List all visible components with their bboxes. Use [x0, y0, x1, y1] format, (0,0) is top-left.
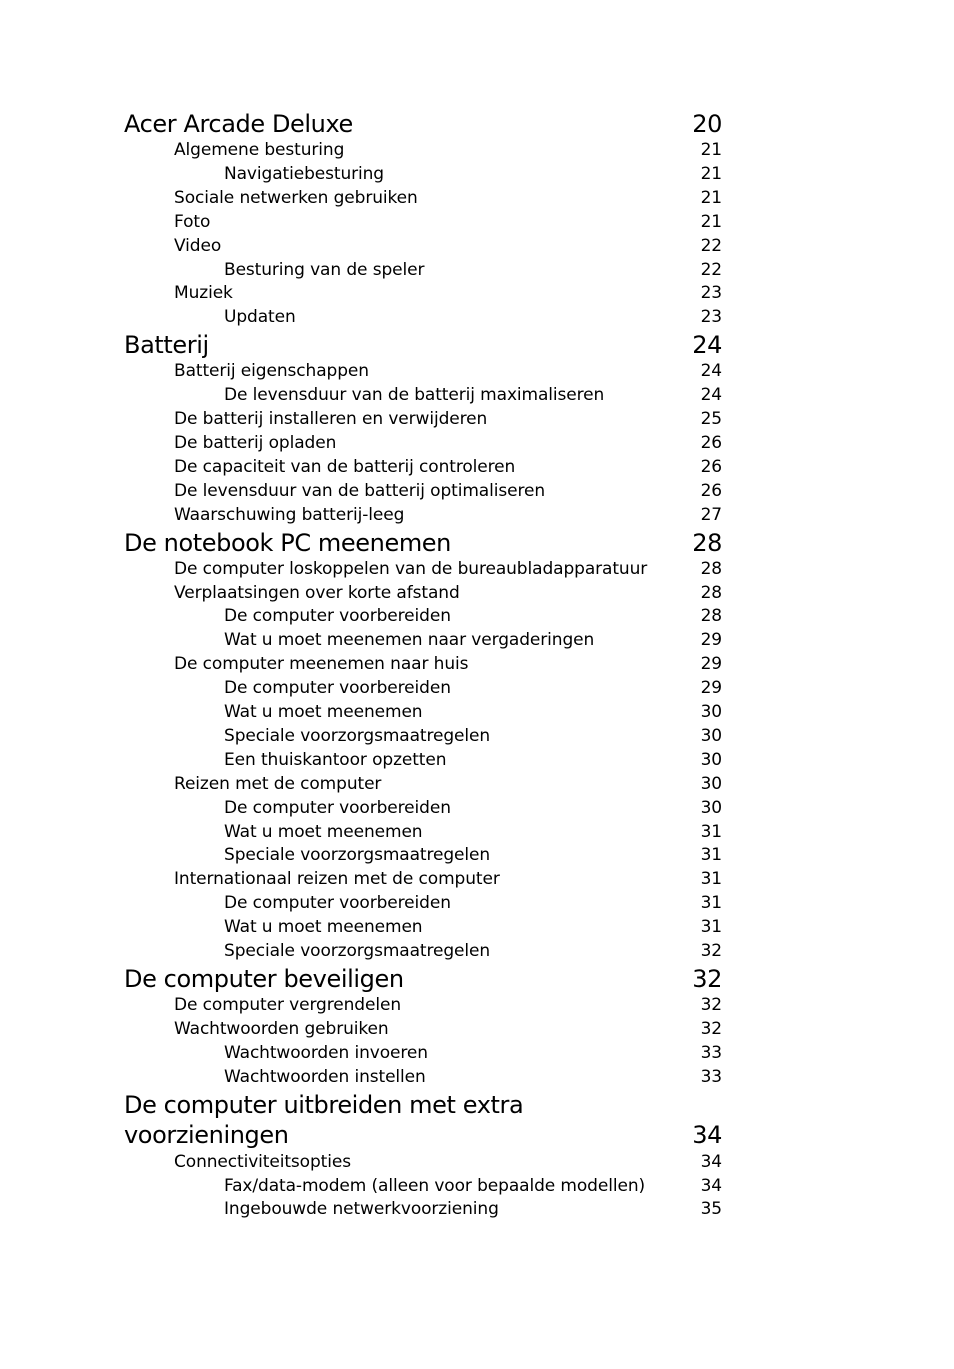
toc-entry-level-3[interactable]: [124, 384, 722, 408]
table-of-contents: [124, 109, 722, 1222]
toc-entry-level-1[interactable]: [124, 964, 722, 994]
toc-entry-title: Algemene besturing: [174, 140, 345, 160]
toc-entry-level-2[interactable]: [124, 582, 722, 606]
toc-entry-level-2[interactable]: [124, 504, 722, 528]
toc-entry-title: Waarschuwing batterij-leeg: [174, 504, 405, 525]
toc-entry-title: Navigatiebesturing: [224, 163, 384, 184]
toc-entry-title: Muziek: [174, 283, 233, 304]
toc-entry-level-1[interactable]: [124, 528, 722, 558]
toc-entry-title: De levensduur van de batterij optimaliseren: [174, 480, 546, 501]
toc-entry-level-3[interactable]: [124, 1042, 722, 1066]
toc-entry-title: De computer loskoppelen van de bureaubladapparatuur: [174, 558, 648, 579]
toc-entry-level-3[interactable]: [124, 1066, 722, 1090]
toc-entry-level-1[interactable]: [124, 1090, 722, 1151]
toc-entry-page: 22: [700, 235, 722, 256]
toc-entry-level-2[interactable]: [124, 408, 722, 432]
toc-entry-page: 32: [700, 941, 722, 962]
toc-entry-title: Connectiviteitsopties: [174, 1151, 351, 1172]
toc-entry-page: 32: [700, 995, 722, 1015]
toc-entry-title: De computer voorbereiden: [224, 678, 451, 699]
toc-entry-title: Internationaal reizen met de computer: [174, 869, 500, 890]
toc-entry-page: 22: [700, 259, 722, 280]
toc-entry-title: Wat u moet meenemen: [224, 917, 423, 938]
toc-entry-level-2[interactable]: [124, 1018, 722, 1042]
toc-entry-title: Speciale voorzorgsmaatregelen: [224, 941, 491, 962]
toc-entry-level-2[interactable]: [124, 360, 722, 384]
toc-entry-page: 31: [700, 869, 722, 890]
toc-entry-level-3[interactable]: [124, 821, 722, 845]
toc-entry-page: 34: [692, 1121, 722, 1150]
toc-entry-level-2[interactable]: [124, 139, 722, 163]
toc-entry-level-2[interactable]: [124, 456, 722, 480]
toc-entry-title: Wachtwoorden invoeren: [224, 1042, 428, 1063]
toc-entry-page: 30: [700, 773, 722, 794]
toc-entry-page: 32: [692, 965, 722, 993]
toc-entry-level-3[interactable]: [124, 725, 722, 749]
toc-entry-title: De computer meenemen naar huis: [174, 654, 469, 675]
toc-entry-page: 30: [700, 749, 722, 770]
toc-entry-page: 31: [700, 893, 722, 914]
toc-entry-level-2[interactable]: [124, 653, 722, 677]
toc-entry-level-3[interactable]: [124, 797, 722, 821]
toc-entry-level-2[interactable]: [124, 211, 722, 235]
toc-entry-title: Sociale netwerken gebruiken: [174, 187, 418, 208]
toc-entry-page: 29: [700, 654, 722, 675]
toc-entry-page: 31: [700, 845, 722, 866]
toc-entry-title: De computer voorbereiden: [224, 893, 451, 914]
toc-entry-level-3[interactable]: [124, 940, 722, 964]
toc-entry-page: 26: [700, 432, 722, 453]
toc-entry-title: Updaten: [224, 307, 296, 328]
toc-entry-level-3[interactable]: [124, 916, 722, 940]
toc-entry-level-2[interactable]: [124, 235, 722, 259]
toc-entry-page: 28: [700, 582, 722, 603]
toc-entry-title: Speciale voorzorgsmaatregelen: [224, 845, 491, 866]
toc-entry-level-2[interactable]: [124, 282, 722, 306]
toc-entry-level-3[interactable]: [124, 306, 722, 330]
toc-entry-title: Besturing van de speler: [224, 259, 425, 280]
toc-entry-page: 30: [700, 797, 722, 818]
toc-entry-page: 25: [700, 409, 722, 430]
toc-entry-title: De computer voorbereiden: [224, 797, 451, 818]
toc-entry-title: Fax/data-modem (alleen voor bepaalde modellen): [224, 1175, 646, 1196]
toc-entry-level-2[interactable]: [124, 1151, 722, 1175]
toc-entry-level-2[interactable]: [124, 994, 722, 1018]
toc-entry-page: 21: [700, 211, 722, 232]
toc-entry-level-3[interactable]: [124, 1175, 722, 1199]
toc-entry-level-3[interactable]: [124, 892, 722, 916]
toc-entry-title: De notebook PC meenemen: [124, 528, 451, 557]
toc-entry-page: 21: [700, 187, 722, 208]
toc-entry-page: 29: [700, 678, 722, 699]
toc-entry-level-2[interactable]: [124, 480, 722, 504]
toc-entry-title: [124, 1090, 680, 1151]
toc-entry-title: Batterij eigenschappen: [174, 361, 369, 382]
toc-entry-level-1[interactable]: [124, 109, 722, 139]
toc-entry-title: Wat u moet meenemen: [224, 821, 423, 842]
toc-entry-title: Reizen met de computer: [174, 773, 382, 794]
toc-entry-title: Een thuiskantoor opzetten: [224, 749, 447, 770]
toc-entry-title: Acer Arcade Deluxe: [124, 110, 353, 138]
toc-entry-page: 28: [700, 558, 722, 579]
toc-entry-page: 33: [700, 1066, 722, 1087]
toc-entry-title: Wachtwoorden instellen: [224, 1066, 426, 1087]
toc-entry-page: 20: [692, 110, 722, 138]
toc-entry-title: De computer beveiligen: [124, 965, 404, 993]
toc-entry-title: Wat u moet meenemen naar vergaderingen: [224, 630, 595, 651]
toc-entry-page: 30: [700, 702, 722, 723]
toc-entry-title: De computer voorbereiden: [224, 606, 451, 627]
toc-entry-level-2[interactable]: [124, 773, 722, 797]
toc-entry-title: Foto: [174, 211, 211, 232]
toc-entry-title: Video: [174, 235, 222, 256]
toc-entry-level-3[interactable]: [124, 677, 722, 701]
toc-entry-level-2[interactable]: [124, 868, 722, 892]
toc-entry-level-3[interactable]: [124, 605, 722, 629]
toc-entry-page: 31: [700, 821, 722, 842]
toc-entry-page: 32: [700, 1018, 722, 1039]
toc-entry-title-line: voorzieningen: [124, 1121, 289, 1150]
toc-entry-title: De computer vergrendelen: [174, 995, 402, 1015]
toc-entry-title: De levensduur van de batterij maximaliseren: [224, 385, 605, 406]
toc-entry-title-line: De computer uitbreiden met extra: [124, 1090, 524, 1119]
toc-entry-page: 21: [700, 163, 722, 184]
toc-entry-title: De batterij installeren en verwijderen: [174, 409, 488, 430]
toc-entry-page: 34: [700, 1151, 722, 1172]
toc-entry-page: 24: [700, 361, 722, 382]
toc-entry-page: 30: [700, 725, 722, 746]
toc-entry-level-3[interactable]: [124, 1198, 722, 1222]
toc-entry-page: 26: [700, 480, 722, 501]
toc-entry-page: 28: [692, 528, 722, 557]
toc-entry-page: 24: [700, 385, 722, 406]
toc-entry-page: 27: [700, 504, 722, 525]
toc-entry-page: 31: [700, 917, 722, 938]
toc-entry-page: 23: [700, 283, 722, 304]
toc-entry-page: 28: [700, 606, 722, 627]
toc-entry-level-2[interactable]: [124, 432, 722, 456]
toc-entry-title: De batterij opladen: [174, 432, 337, 453]
toc-entry-title: Verplaatsingen over korte afstand: [174, 582, 460, 603]
toc-entry-page: 35: [700, 1199, 722, 1220]
toc-entry-level-2[interactable]: [124, 187, 722, 211]
toc-entry-level-3[interactable]: [124, 844, 722, 868]
toc-entry-page: 33: [700, 1042, 722, 1063]
toc-entry-title: Wat u moet meenemen: [224, 702, 423, 723]
toc-entry-level-3[interactable]: [124, 259, 722, 283]
toc-entry-page: 24: [692, 331, 722, 360]
toc-entry-page: 21: [700, 140, 722, 160]
toc-entry-level-1[interactable]: [124, 330, 722, 360]
toc-entry-level-3[interactable]: [124, 749, 722, 773]
toc-entry-level-3[interactable]: [124, 629, 722, 653]
toc-entry-level-3[interactable]: [124, 163, 722, 187]
toc-entry-page: 34: [700, 1175, 722, 1196]
toc-entry-title: Batterij: [124, 331, 209, 360]
toc-entry-level-3[interactable]: [124, 701, 722, 725]
toc-entry-page: 26: [700, 456, 722, 477]
toc-entry-title: Speciale voorzorgsmaatregelen: [224, 725, 491, 746]
toc-entry-title: Wachtwoorden gebruiken: [174, 1018, 389, 1039]
toc-entry-level-2[interactable]: [124, 558, 722, 582]
toc-entry-title: Ingebouwde netwerkvoorziening: [224, 1199, 499, 1220]
toc-entry-title: De capaciteit van de batterij controleren: [174, 456, 516, 477]
toc-entry-page: 23: [700, 307, 722, 328]
toc-entry-page: 29: [700, 630, 722, 651]
